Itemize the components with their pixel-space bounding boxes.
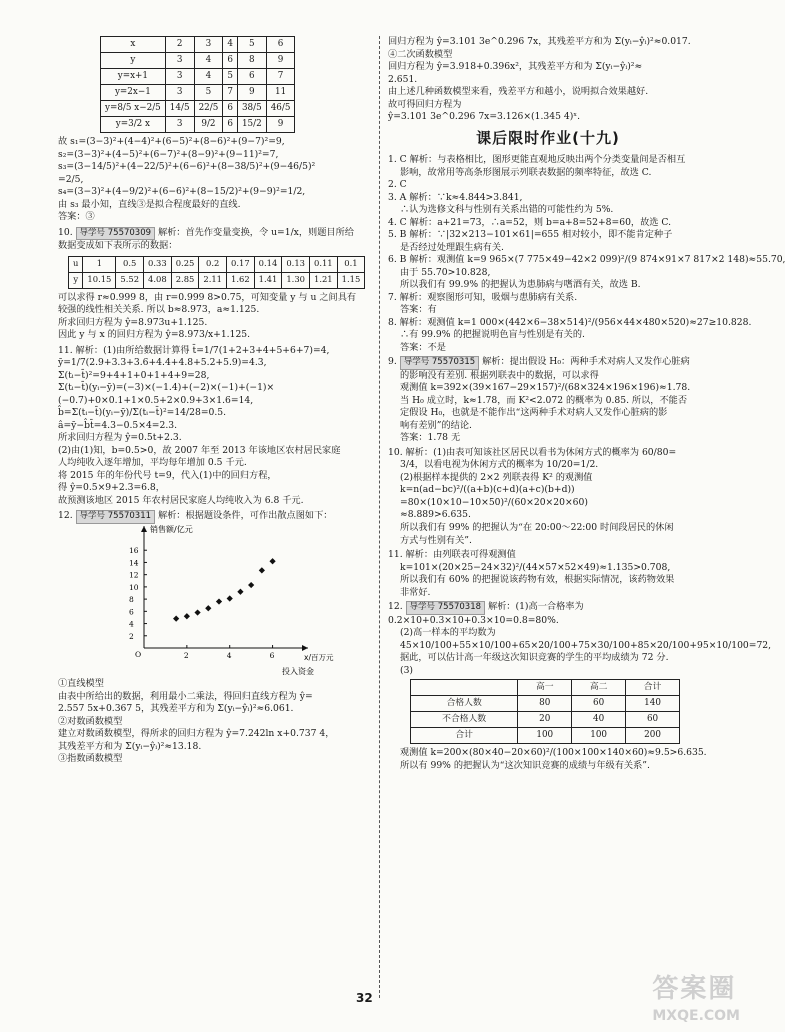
- q9-lines: [388, 370, 708, 445]
- table-cell: 3: [165, 69, 194, 85]
- fit-comparison-table: [100, 36, 295, 133]
- text-line: 解析：提出假设 H₀：两种手术对病人又发作心脏病: [482, 356, 690, 368]
- text-line: 因此 y 与 x 的回归方程为 ŷ=8.973/x+1.125.: [58, 329, 251, 341]
- table-cell: 20: [518, 712, 572, 728]
- text-line: 人均纯收入逐年增加，平均每年增加 0.5 千元.: [58, 457, 247, 469]
- text-line: 2.651.: [388, 73, 418, 85]
- text-line: s₂=(3−3)²+(4−5)²+(6−7)²+(8−9)²+(9−11)²=7,: [58, 148, 279, 160]
- table-cell: y=3/2 x: [101, 117, 166, 133]
- y-tick-label: 12: [129, 570, 139, 580]
- table-cell: 1.21: [309, 272, 337, 288]
- text-line: 当 H₀ 成立时，k≈1.78，而 K²<2.072 的概率为 0.85. 所以，不能否: [400, 394, 688, 406]
- table-cell: 6: [223, 53, 238, 69]
- text-line: 11. 解析：(1)由所给数据计算得 t̄=1/7(1+2+3+4+5+6+7)=4,: [58, 344, 330, 356]
- x-tick-label: 2: [183, 650, 189, 660]
- table-row: [69, 272, 365, 288]
- scatter-point: [237, 589, 243, 595]
- table-cell: 5: [223, 69, 238, 85]
- q12-head-text: 解析：根据题设条件，可作出散点图如下：: [157, 510, 333, 522]
- table-cell: 1.15: [337, 272, 365, 288]
- table-cell: 200: [626, 728, 680, 744]
- x-tick-label: 4: [226, 650, 232, 660]
- table-cell: 不合格人数: [411, 712, 518, 728]
- scatter-point: [205, 605, 211, 611]
- table-cell: 22/5: [194, 101, 223, 117]
- q12-header: 12. 导学号 75570311 解析：根据题设条件，可作出散点图如下：: [58, 510, 370, 524]
- scatter-point: [173, 616, 179, 622]
- table-cell: 高一: [518, 680, 572, 696]
- q11-solution: [58, 345, 370, 508]
- q12-header: 12. 导学号 75570318 解析：(1)高一合格率为: [388, 601, 708, 615]
- text-line: 所以有 99% 的把握认为“这次知识竞赛的成绩与年级有关系”.: [400, 759, 650, 771]
- text-line: 答案：③: [58, 211, 95, 223]
- text-line: k=n(ad−bc)²/((a+b)(c+d)(a+c)(b+d)): [400, 484, 575, 496]
- q11-solution: [388, 549, 708, 599]
- y-tick-label: 6: [129, 607, 134, 617]
- text-line: 答案：1.78 无: [400, 432, 461, 444]
- answers-1-8: [388, 154, 785, 354]
- table-cell: 60: [572, 696, 626, 712]
- text-line: (2)根据样本提供的 2×2 列联表得 K² 的观测值: [400, 471, 593, 483]
- q10-after-lines: [58, 292, 370, 342]
- x-tick-label: 6: [269, 650, 275, 660]
- table-cell: 0.17: [227, 256, 255, 272]
- watermark-main: 答案圈: [652, 973, 737, 1004]
- scatter-point: [227, 595, 233, 601]
- text-line: ≈8.889>6.635.: [400, 509, 471, 521]
- table-cell: 合格人数: [411, 696, 518, 712]
- table-cell: 0.14: [254, 256, 282, 272]
- table-cell: 140: [626, 696, 680, 712]
- text-line: (2)高一样本的平均数为: [400, 627, 496, 639]
- text-line: ∴认为选修文科与性别有关系出错的可能性约为 5%.: [400, 204, 614, 216]
- x-axis-caption: 投入资金: [282, 666, 314, 676]
- table-row: [411, 712, 680, 728]
- text-line: 所求回归方程为 ŷ=8.973u+1.125.: [58, 316, 208, 328]
- text-line: ③指数函数模型: [58, 753, 123, 765]
- text-line: ∴有 99.9% 的把握说明色盲与性别是有关的.: [400, 329, 585, 341]
- text-line: 将 2015 年的年份代号 t=9，代入(1)中的回归方程，: [58, 469, 277, 481]
- uy-data-table: [68, 256, 365, 289]
- text-line: 的影响没有差别. 根据列联表中的数据，可以求得: [400, 369, 599, 381]
- guide-number-tag: 导学号 75570315: [400, 356, 479, 370]
- table-row: [101, 37, 295, 53]
- text-line: â=ȳ−b̂t̄=4.3−0.5×4=2.3.: [58, 419, 178, 431]
- table-cell: 40: [572, 712, 626, 728]
- text-line: 是否经过处理跟生病有关.: [400, 241, 504, 253]
- table-cell: 0.13: [282, 256, 310, 272]
- watermark: [652, 972, 740, 1026]
- text-line: (3): [400, 664, 414, 676]
- table-cell: 9/2: [194, 117, 223, 133]
- table-cell: 1.62: [227, 272, 255, 288]
- table-cell: 100: [572, 728, 626, 744]
- guide-number-tag: 导学号 75570318: [406, 601, 485, 615]
- text-line: ŷ=3.101 3e^0.296 7x=3.126×(1.345 4)ˣ.: [388, 111, 581, 123]
- table-cell: 4: [223, 37, 238, 53]
- table-cell: 80: [518, 696, 572, 712]
- text-line: 由 s₃ 最小知，直线③是拟合程度最好的直线.: [58, 198, 241, 210]
- scatter-point: [194, 609, 200, 615]
- text-line: ȳ=1/7(2.9+3.3+3.6+4.4+4.8+5.2+5.9)=4.3,: [58, 357, 267, 369]
- q10-header: 10. 导学号 75570309 解析：首先作变量变换，令 u=1/x，则题目所给: [58, 227, 370, 241]
- grade-pass-table: [410, 679, 680, 744]
- table-cell: 6: [266, 37, 295, 53]
- text-line: 2.557 5x+0.367 5，其残差平方和为 Σ(yᵢ−ŷᵢ)²≈6.061.: [58, 703, 294, 715]
- table-cell: 0.2: [199, 256, 227, 272]
- y-tick-label: 14: [129, 558, 139, 568]
- text-line: 3. A 解析：∵k≈4.844>3.841,: [388, 191, 523, 203]
- text-line: 11. 解析：由列联表可得观测值: [388, 549, 516, 561]
- column-divider: [379, 36, 380, 998]
- table-cell: 0.33: [144, 256, 172, 272]
- table-cell: 6: [223, 101, 238, 117]
- text-line: 10. 解析：(1)由表可知该社区居民以看书为休闲方式的概率为 60/80=: [388, 446, 677, 458]
- table-cell: y=8/5 x−2/5: [101, 101, 166, 117]
- text-line: 由上述几种函数模型来看，残差平方和越小，说明拟合效果越好.: [388, 86, 649, 98]
- table-row: [101, 85, 295, 101]
- text-line: Σ(tᵢ−t̄)²=9+4+1+0+1+4+9=28,: [58, 369, 210, 381]
- table-cell: 1: [83, 256, 116, 272]
- table-cell: y=2x−1: [101, 85, 166, 101]
- text-line: 3/4，以看电视为休闲方式的概率为 10/20=1/2.: [400, 459, 599, 471]
- scatter-point: [248, 582, 254, 588]
- scatter-point: [259, 567, 265, 573]
- text-line: 观测值 k=392×(39×167−29×157)²/(68×324×196×196)≈1.78.: [400, 382, 691, 394]
- table-cell: 4: [194, 69, 223, 85]
- text-line: 回归方程为 ŷ=3.918+0.396x²，其残差平方和为 Σ(yᵢ−ŷᵢ)²≈: [388, 61, 643, 73]
- table-cell: 0.5: [116, 256, 144, 272]
- text-line: 0.2×10+0.3×10+0.3×10=0.8=80%.: [388, 614, 559, 626]
- table-cell: 7: [266, 69, 295, 85]
- table-cell: 4: [194, 53, 223, 69]
- q12-after-lines: [388, 747, 708, 772]
- text-line: 可以求得 r≈0.999 8，由 r=0.999 8>0.75，可知变量 y 与 u 之间具有: [58, 291, 357, 303]
- text-line: 7. 解析：观察图形可知，吸烟与患肺病有关系.: [388, 291, 578, 303]
- text-line: 答案：不是: [400, 341, 446, 353]
- table-cell: 高二: [572, 680, 626, 696]
- table-cell: 9: [237, 85, 266, 101]
- text-line: 故 s₁=(3−3)²+(4−4)²+(6−5)²+(8−6)²+(9−7)²=9,: [58, 136, 285, 147]
- text-line: =2/5,: [58, 173, 84, 185]
- text-line: =80×(10×10−10×50)²/(60×20×20×60): [400, 496, 588, 508]
- text-line: s₄=(3−3)²+(4−9/2)²+(6−6)²+(8−15/2)²+(9−9)²=1/2,: [58, 186, 306, 198]
- watermark-sub: MXQE.COM: [652, 1007, 740, 1024]
- text-line: 4. C 解析：a+21=73，∴a=52，则 b=a+8=52+8=60，故选 C.: [388, 216, 672, 228]
- right-column: [388, 36, 785, 1002]
- y-tick-label: 10: [129, 582, 139, 592]
- text-line: 非常好.: [400, 586, 431, 598]
- table-cell: 1.41: [254, 272, 282, 288]
- text-line: 据此，可以估计高一年级这次知识竞赛的学生的平均成绩为 72 分.: [400, 652, 669, 664]
- page-number: 32: [356, 991, 373, 1005]
- scatter-point: [184, 613, 190, 619]
- table-cell: 8: [237, 53, 266, 69]
- table-row: [69, 256, 365, 272]
- table-cell: 0.1: [337, 256, 365, 272]
- table-cell: y: [101, 53, 166, 69]
- text-line: k=101×(20×25−24×32)²/(44×57×52×49)≈1.135>0.708,: [400, 561, 671, 573]
- table-cell: 3: [194, 37, 223, 53]
- text-line: 所求回归方程为 ŷ=0.5t+2.3.: [58, 432, 182, 444]
- text-line: 由于 55.70>10.828,: [400, 266, 491, 278]
- table-cell: y=x+1: [101, 69, 166, 85]
- table-cell: 3: [165, 53, 194, 69]
- origin-label: O: [135, 649, 142, 659]
- table-cell: u: [69, 256, 83, 272]
- text-line: 故可得回归方程为: [388, 98, 462, 110]
- table-cell: 0.11: [309, 256, 337, 272]
- table-cell: 3: [165, 85, 194, 101]
- left-column: [58, 36, 370, 1002]
- scatter-point: [269, 558, 275, 564]
- text-line: 故预测该地区 2015 年农村居民家庭人均纯收入为 6.8 千元.: [58, 494, 304, 506]
- y-axis-arrow: [141, 526, 147, 532]
- text-line: 2. C: [388, 179, 407, 191]
- table-row: [101, 101, 295, 117]
- text-line: 得 ŷ=0.5×9+2.3=6.8，: [58, 482, 165, 494]
- text-line: 1. C 解析：与表格相比，图形更能直观地反映出两个分类变量间是否相互: [388, 154, 686, 165]
- q9-header: 9. 导学号 75570315 解析：提出假设 H₀：两种手术对病人又发作心脏病: [388, 356, 708, 370]
- q10-solution: [388, 447, 708, 547]
- section-title: 课后限时作业(十九): [476, 128, 620, 147]
- text-line: s₃=(3−14/5)²+(4−22/5)²+(6−6)²+(8−38/5)²+(9−46/5)²: [58, 161, 316, 173]
- text-line: 回归方程为 ŷ=3.101 3e^0.296 7x，其残差平方和为 Σ(yᵢ−ŷᵢ)²≈0.017.: [388, 36, 691, 47]
- text-line: (−0.7)+0×0.1+1×0.5+2×0.9+3×1.6=14,: [58, 394, 254, 406]
- continued-lines: [388, 36, 708, 124]
- residual-sum-lines: [58, 136, 370, 224]
- y-tick-label: 16: [129, 546, 139, 556]
- y-tick-label: 8: [129, 595, 134, 605]
- table-cell: 15/2: [237, 117, 266, 133]
- x-axis-label: x/百万元: [304, 652, 334, 662]
- text-line: ④二次函数模型: [388, 48, 453, 60]
- table-cell: [411, 680, 518, 696]
- text-line: 45×10/100+55×10/100+65×20/100+75×30/100+85×20/100+95×10/100=72,: [400, 639, 772, 651]
- table-cell: 9: [266, 53, 295, 69]
- table-cell: 1.30: [282, 272, 310, 288]
- table-cell: 60: [626, 712, 680, 728]
- table-cell: 2.11: [199, 272, 227, 288]
- table-cell: 14/5: [165, 101, 194, 117]
- table-row: [101, 69, 295, 85]
- text-line: b̂=Σ(tᵢ−t̄)(yᵢ−ȳ)/Σ(tᵢ−t̄)²=14/28=0.5.: [58, 407, 227, 419]
- text-line: ①直线模型: [58, 677, 104, 689]
- text-line: 所以我们有 99.9% 的把握认为患肺病与嗜酒有关，故选 B.: [400, 279, 641, 291]
- guide-number-tag: 导学号 75570309: [76, 227, 155, 241]
- table-cell: y: [69, 272, 83, 288]
- table-row: [411, 728, 680, 744]
- table-row: [101, 117, 295, 133]
- text-line: 由表中所给出的数据，利用最小二乘法，得回归直线方程为 ŷ=: [58, 690, 313, 702]
- q12-lines: [388, 614, 772, 678]
- table-cell: 10.15: [83, 272, 116, 288]
- y-tick-label: 2: [129, 631, 134, 641]
- table-cell: 合计: [411, 728, 518, 744]
- text-line: (2)由(1)知，b=0.5>0，故 2007 年至 2013 年该地区农村居民家庭: [58, 444, 341, 456]
- table-cell: 7: [223, 85, 238, 101]
- text-line: 响有差别”的结论.: [400, 419, 472, 431]
- y-tick-label: 4: [129, 619, 134, 629]
- text-line: 6. B 解析：观测值 k=9 965×(7 775×49−42×2 099)²/(9 874×91×7 817×2 148)≈55.70,: [388, 254, 785, 266]
- table-cell: 9: [266, 117, 295, 133]
- text-line: 5. B 解析：∵|32×213−101×61|=655 相对较小，即不能肯定种子: [388, 229, 673, 241]
- q12-lines: [58, 678, 370, 766]
- text-line: 方式与性别有关”.: [400, 534, 472, 546]
- text-line: 其残差平方和为 Σ(yᵢ−ŷᵢ)²≈13.18.: [58, 740, 202, 752]
- text-line: 观测值 k=200×(80×40−20×60)²/(100×100×140×60)≈9.5>6.635.: [400, 747, 707, 759]
- text-line: Σ(tᵢ−t̄)(yᵢ−ȳ)=(−3)×(−1.4)+(−2)×(−1)+(−1)×: [58, 382, 275, 394]
- text-line: 定假设 H₀，也就是不能作出“这两种手术对病人又发作心脏病的影: [400, 407, 668, 419]
- guide-number-tag: 导学号 75570311: [76, 510, 155, 524]
- x-axis-arrow: [302, 645, 308, 651]
- q10-lines: [58, 240, 370, 253]
- table-cell: x: [101, 37, 166, 53]
- text-line: 建立对数函数模型，得所求的回归方程为 ŷ=7.242ln x+0.737 4，: [58, 728, 335, 740]
- text-line: 解析：(1)高一合格率为: [487, 601, 584, 613]
- table-cell: 11: [266, 85, 295, 101]
- table-cell: 4.08: [144, 272, 172, 288]
- text-line: 所以我们有 60% 的把握说该药物有效，根据实际情况，该药物效果: [400, 574, 675, 586]
- table-cell: 6: [223, 117, 238, 133]
- table-cell: 46/5: [266, 101, 295, 117]
- table-cell: 3: [165, 117, 194, 133]
- text-line: 解析：首先作变量变换，令 u=1/x，则题目所给: [157, 226, 354, 238]
- text-line: 8. 解析：观测值 k=1 000×(442×6−38×514)²/(956×44×480×520)≈27≥10.828.: [388, 316, 752, 328]
- table-row: [101, 53, 295, 69]
- table-cell: 2: [165, 37, 194, 53]
- table-row: [411, 680, 680, 696]
- table-row: [411, 696, 680, 712]
- table-cell: 5.52: [116, 272, 144, 288]
- y-axis-label: 销售额/亿元: [150, 524, 193, 534]
- scatter-point: [216, 598, 222, 604]
- text-line: ②对数函数模型: [58, 715, 123, 727]
- table-cell: 100: [518, 728, 572, 744]
- table-cell: 5: [237, 37, 266, 53]
- text-line: 所以我们有 99% 的把握认为“在 20:00～22:00 时间段居民的休闲: [400, 521, 674, 533]
- table-cell: 6: [237, 69, 266, 85]
- table-cell: 0.25: [171, 256, 199, 272]
- text-line: 较强的线性相关关系. 所以 b≈8.973，a≈1.125.: [58, 304, 260, 316]
- scatter-plot: [108, 524, 334, 676]
- table-cell: 5: [194, 85, 223, 101]
- table-cell: 合计: [626, 680, 680, 696]
- table-cell: 2.85: [171, 272, 199, 288]
- table-cell: 38/5: [237, 101, 266, 117]
- text-line: 数据变成如下表所示的数据：: [58, 240, 178, 252]
- text-line: 答案：有: [400, 304, 437, 316]
- text-line: 影响，故常用等高条形图展示列联表数据的频率特征，故选 C.: [400, 166, 652, 178]
